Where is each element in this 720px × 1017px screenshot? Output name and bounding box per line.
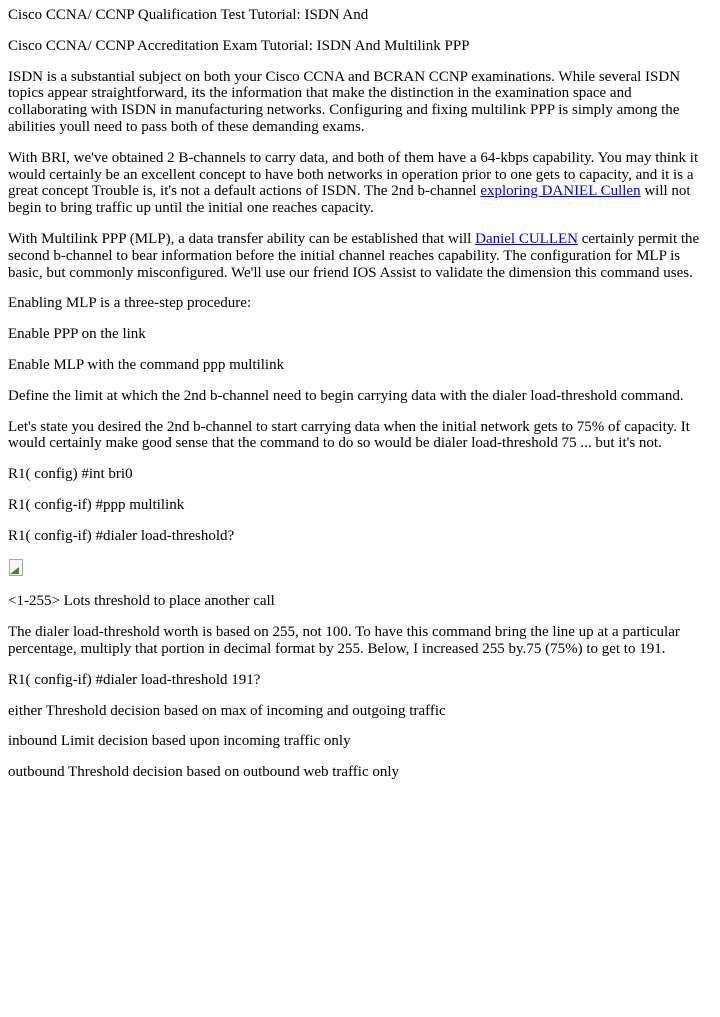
- step-2: Enable MLP with the command ppp multilink: [8, 356, 285, 373]
- option-either: either Threshold decision based on max of incoming and outgoing traffic: [8, 702, 446, 719]
- broken-image-icon: [8, 559, 24, 575]
- paragraph-threshold: Let's state you desired the 2nd b-channel to start carrying data when the initial network gets to 75% of capacity. It would certainly make good sense that the command to do so would be dialer load-threshold 75 ... but it's not.: [8, 418, 690, 452]
- text: With BRI, we've obtained 2 B-channels to carry data, and both of them have a 64-kbps capability. You may think it would certainly be an excellent concept to have both networks in operation prior to one gets to capacity, and it is a great concept Trouble is, it's not a default actions of ISDN. The 2nd b-channel: [8, 149, 699, 200]
- command-line: R1( config) #int bri0: [8, 466, 133, 483]
- option-inbound: inbound Limit decision based upon incoming traffic only: [8, 733, 351, 750]
- title: Cisco CCNA/ CCNP Qualification Test Tutorial: ISDN And: [8, 7, 369, 23]
- link-daniel-cullen[interactable]: Daniel CULLEN: [475, 230, 578, 247]
- paragraph-explanation: The dialer load-threshold worth is based on 255, not 100. To have this command bring the line up at a particular percentage, multiply that portion in decimal format by 255. Below, I increased 255 by.75 (75%) to get to 191.: [8, 624, 680, 657]
- paragraph-intro: ISDN is a substantial subject on both your Cisco CCNA and BCRAN CCNP examinations. While several ISDN topics appear straightforward, its the information that make the distinction in the examination space and collaborating with ISDN in manufacturing networks. Configuring and fixing multilink PPP is simply among the abilities youll need to pass both of these demanding exams.: [8, 68, 681, 135]
- command-line: R1( config-if) #dialer load-threshold?: [8, 527, 235, 544]
- step-3: Define the limit at which the 2nd b-channel need to begin carrying data with the dialer load-threshold command.: [8, 387, 684, 404]
- image-placeholder: [8, 559, 712, 580]
- command-line: R1( config-if) #ppp multilink: [8, 496, 185, 513]
- command-line: R1( config-if) #dialer load-threshold 191?: [8, 671, 261, 688]
- command-output: <1-255> Lots threshold to place another call: [8, 593, 275, 610]
- text: With Multilink PPP (MLP), a data transfer ability can be established that will: [8, 230, 476, 247]
- step-1: Enable PPP on the link: [8, 326, 146, 343]
- link-exploring-daniel-cullen[interactable]: exploring DANIEL Cullen: [480, 183, 641, 200]
- paragraph-steps: Enabling MLP is a three-step procedure:: [8, 295, 252, 312]
- option-outbound: outbound Threshold decision based on outbound web traffic only: [8, 764, 400, 781]
- text: certainly permit the second b-channel to bear information before the initial channel reaches capability. The configuration for MLP is basic, but commonly misconfigured. We'll use our friend IOS Assist to validate the dimension this command uses.: [8, 230, 700, 281]
- subtitle: Cisco CCNA/ CCNP Accreditation Exam Tutorial: ISDN And Multilink PPP: [8, 37, 470, 54]
- text: will not begin to bring traffic up until the initial one reaches capacity.: [8, 183, 691, 217]
- paragraph-mlp: [8, 231, 712, 281]
- paragraph-bri: [8, 150, 712, 217]
